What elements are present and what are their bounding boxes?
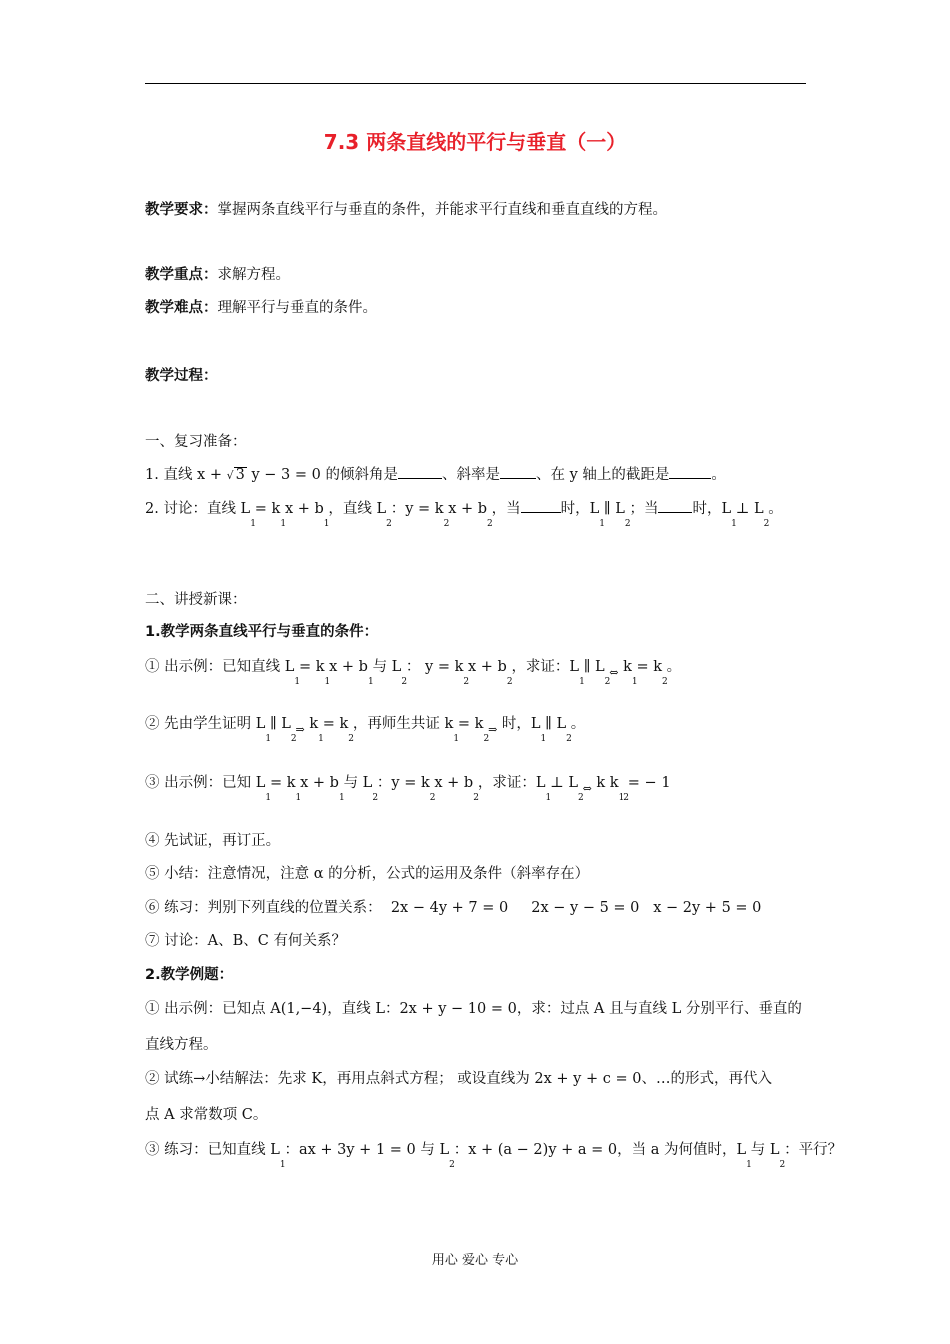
example-1-line-1: ① 出示例：已知点 A(1,−4)，直线 L：2x + y − 10 = 0，求：过点 A 且与直线 L 分别平行、垂直的 xyxy=(145,1001,802,1017)
implies-arrow-icon: ⇒ xyxy=(488,723,498,736)
header-rule xyxy=(145,83,806,84)
example-2-line-2: 点 A 求常数项 C。 xyxy=(145,1107,268,1123)
teaching-difficulty: 教学难点：理解平行与垂直的条件。 xyxy=(145,300,377,316)
page-footer: 用心 爱心 专心 xyxy=(431,1253,519,1268)
review-question-2: 2. 讨论：直线 L1 = k1 x + b1 ，直线 L2 ：y = k2 x + b2 ，当 时，L1 ∥ L2 ；当 时，L1 ⊥ L2 。 xyxy=(145,498,783,521)
section-review-heading: 一、复习准备： xyxy=(145,434,247,450)
document-title: 7.3 两条直线的平行与垂直（一） xyxy=(323,130,627,154)
review-question-1: 1. 直线 x + √ 3 y − 3 = 0 的倾斜角是 、斜率是 、在 y 轴上的截距是 。 xyxy=(145,464,726,486)
subheading-examples: 2.教学例题： xyxy=(145,967,234,983)
implies-arrow-icon: ⇒ xyxy=(295,723,305,736)
teaching-key-point: 教学重点：求解方程。 xyxy=(145,267,290,283)
step-3: ③ 出示例：已知 L1 = k1 x + b1 与 L2 ：y = k2 x + b2 ，求证：L1 ⊥ L2 $_\Leftrightarrow$ k k1 2 = − 1 xyxy=(145,775,671,803)
step-2: ② 先由学生证明 L1 ∥ L2 $_\Rightarrow$ k1 = k2 ，再师生共证 k1 = k2 $_\Rightarrow$ 时，L1 ∥ L2 。 xyxy=(145,716,586,744)
iff-arrow-icon: ⇔ xyxy=(609,666,619,679)
teaching-requirement: 教学要求：掌握两条直线平行与垂直的条件，并能求平行直线和垂直直线的方程。 xyxy=(145,202,667,218)
step-6: ⑥ 练习：判别下列直线的位置关系： 2x − 4y + 7 = 0 2x − y − 5 = 0 x − 2y + 5 = 0 xyxy=(145,900,762,916)
subheading-conditions: 1.教学两条直线平行与垂直的条件： xyxy=(145,624,379,640)
step-7: ⑦ 讨论：A、B、C 有何关系？ xyxy=(145,933,346,949)
example-3: ③ 练习：已知直线 L1 ：ax + 3y + 1 = 0 与 L2 ：x + (a − 2)y + a = 0，当 a 为何值时，L1 与 L2 ：平行？ xyxy=(145,1142,843,1170)
example-2-line-1: ② 试练→小结解法：先求 K，再用点斜式方程； 或设直线为 2x + y + c = 0、…的形式，再代入 xyxy=(145,1071,772,1087)
teaching-process-label: 教学过程： xyxy=(145,368,218,384)
step-5: ⑤ 小结：注意情况，注意 α 的分析，公式的运用及条件（斜率存在） xyxy=(145,866,590,882)
step-1: ① 出示例：已知直线 L1 = k1 x + b1 与 L2 ： y = k2 x + b2 ，求证：L1 ∥ L2 $_\Leftrightarrow$ k1 = k2 。 xyxy=(145,659,682,687)
section-new-lesson-heading: 二、讲授新课： xyxy=(145,592,247,608)
example-1-line-2: 直线方程。 xyxy=(145,1037,218,1053)
iff-arrow-icon: ⇔ xyxy=(582,782,592,795)
step-4: ④ 先试证，再订正。 xyxy=(145,833,281,849)
